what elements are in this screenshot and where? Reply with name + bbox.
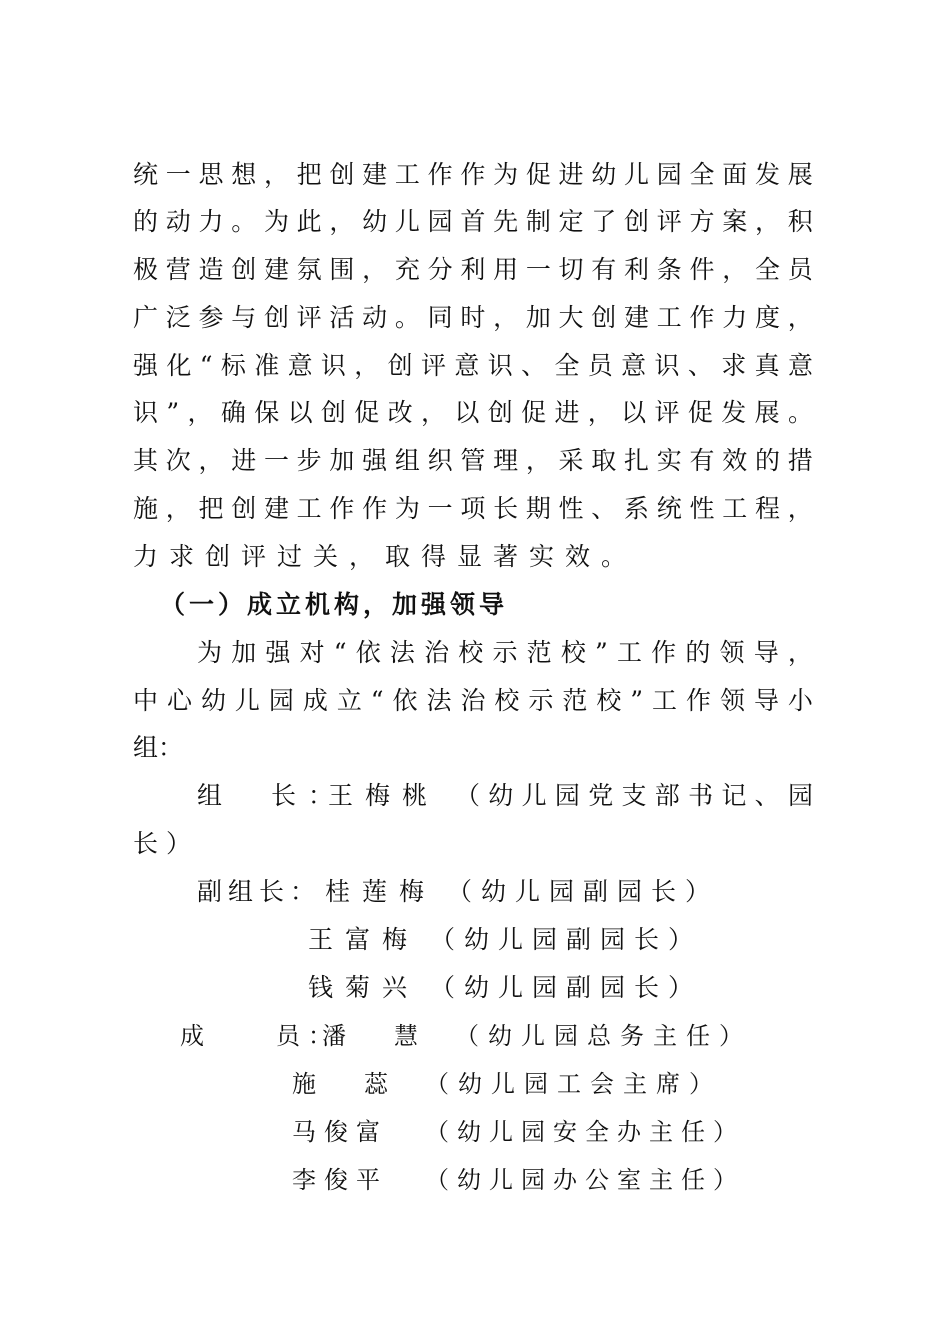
roster-name-deputy: 钱菊兴 bbox=[308, 973, 420, 1002]
roster-note-member: （幼儿园办公室主任） bbox=[425, 1166, 745, 1194]
roster-note-leader-continued: 长） bbox=[133, 829, 200, 858]
roster-name-member: 马俊富 bbox=[292, 1118, 388, 1146]
paragraph-line: 强 化 “ 标 准 意 识 ， 创 评 意 识 、 全 员 意 识 、 求 真 意 bbox=[133, 351, 813, 380]
roster-name-member: 施 蕊 bbox=[292, 1070, 400, 1098]
roster-note-deputy: （幼儿园副园长） bbox=[447, 877, 720, 906]
roster-note-member: （幼儿园总务主任） bbox=[455, 1022, 752, 1050]
paragraph-line: 组： bbox=[133, 733, 184, 762]
roster-role-members: 成 员： bbox=[180, 1022, 340, 1050]
paragraph-line: 中 心 幼 儿 园 成 立 “ 依 法 治 校 示 范 校 ” 工 作 领 导 小 bbox=[133, 686, 813, 715]
roster-note-member: （幼儿园安全办主任） bbox=[425, 1118, 745, 1146]
paragraph-line: 广 泛 参 与 创 评 活 动 。 同 时 ， 加 大 创 建 工 作 力 度 ， bbox=[133, 303, 813, 332]
paragraph-line: 为 加 强 对 “ 依 法 治 校 示 范 校 ” 工 作 的 领 导 ， bbox=[197, 638, 813, 667]
roster-role-deputy: 副组长： bbox=[197, 877, 322, 906]
paragraph-line: 施 ， 把 创 建 工 作 作 为 一 项 长 期 性 、 系 统 性 工 程 ， bbox=[133, 494, 813, 523]
paragraph-line: 其 次 ， 进 一 步 加 强 组 织 管 理 ， 采 取 扎 实 有 效 的 措 bbox=[133, 446, 813, 475]
paragraph-line: 的 动 力 。 为 此 ， 幼 儿 园 首 先 制 定 了 创 评 方 案 ， 积 bbox=[133, 207, 813, 236]
roster-name-deputy: 王富梅 bbox=[308, 925, 420, 954]
roster-name-member: 李俊平 bbox=[292, 1166, 388, 1194]
paragraph-line: 极 营 造 创 建 氛 围 ， 充 分 利 用 一 切 有 利 条 件 ， 全 员 bbox=[133, 255, 813, 284]
roster-name-member: 潘 慧 bbox=[322, 1022, 430, 1050]
roster-note-member: （幼儿园工会主席） bbox=[425, 1070, 722, 1098]
paragraph-line: 力求创评过关，取得显著实效。 bbox=[133, 542, 638, 571]
roster-name-deputy: 桂莲梅 bbox=[325, 877, 437, 906]
roster-note-deputy: （幼儿园副园长） bbox=[430, 973, 703, 1002]
paragraph-line: 统 一 思 想 ， 把 创 建 工 作 作 为 促 进 幼 儿 园 全 面 发 展 bbox=[133, 160, 813, 189]
section-heading: （一）成立机构，加强领导 bbox=[160, 590, 509, 619]
roster-role-leader: 组 长： bbox=[197, 781, 346, 810]
paragraph-line: 识 ” ， 确 保 以 创 促 改 ， 以 创 促 进 ， 以 评 促 发 展 。 bbox=[133, 398, 813, 427]
roster-note-deputy: （幼儿园副园长） bbox=[430, 925, 703, 954]
roster-note-leader: （ 幼 儿 园 党 支 部 书 记 、 园 bbox=[455, 781, 813, 810]
roster-name-leader: 王梅桃 bbox=[328, 781, 440, 810]
